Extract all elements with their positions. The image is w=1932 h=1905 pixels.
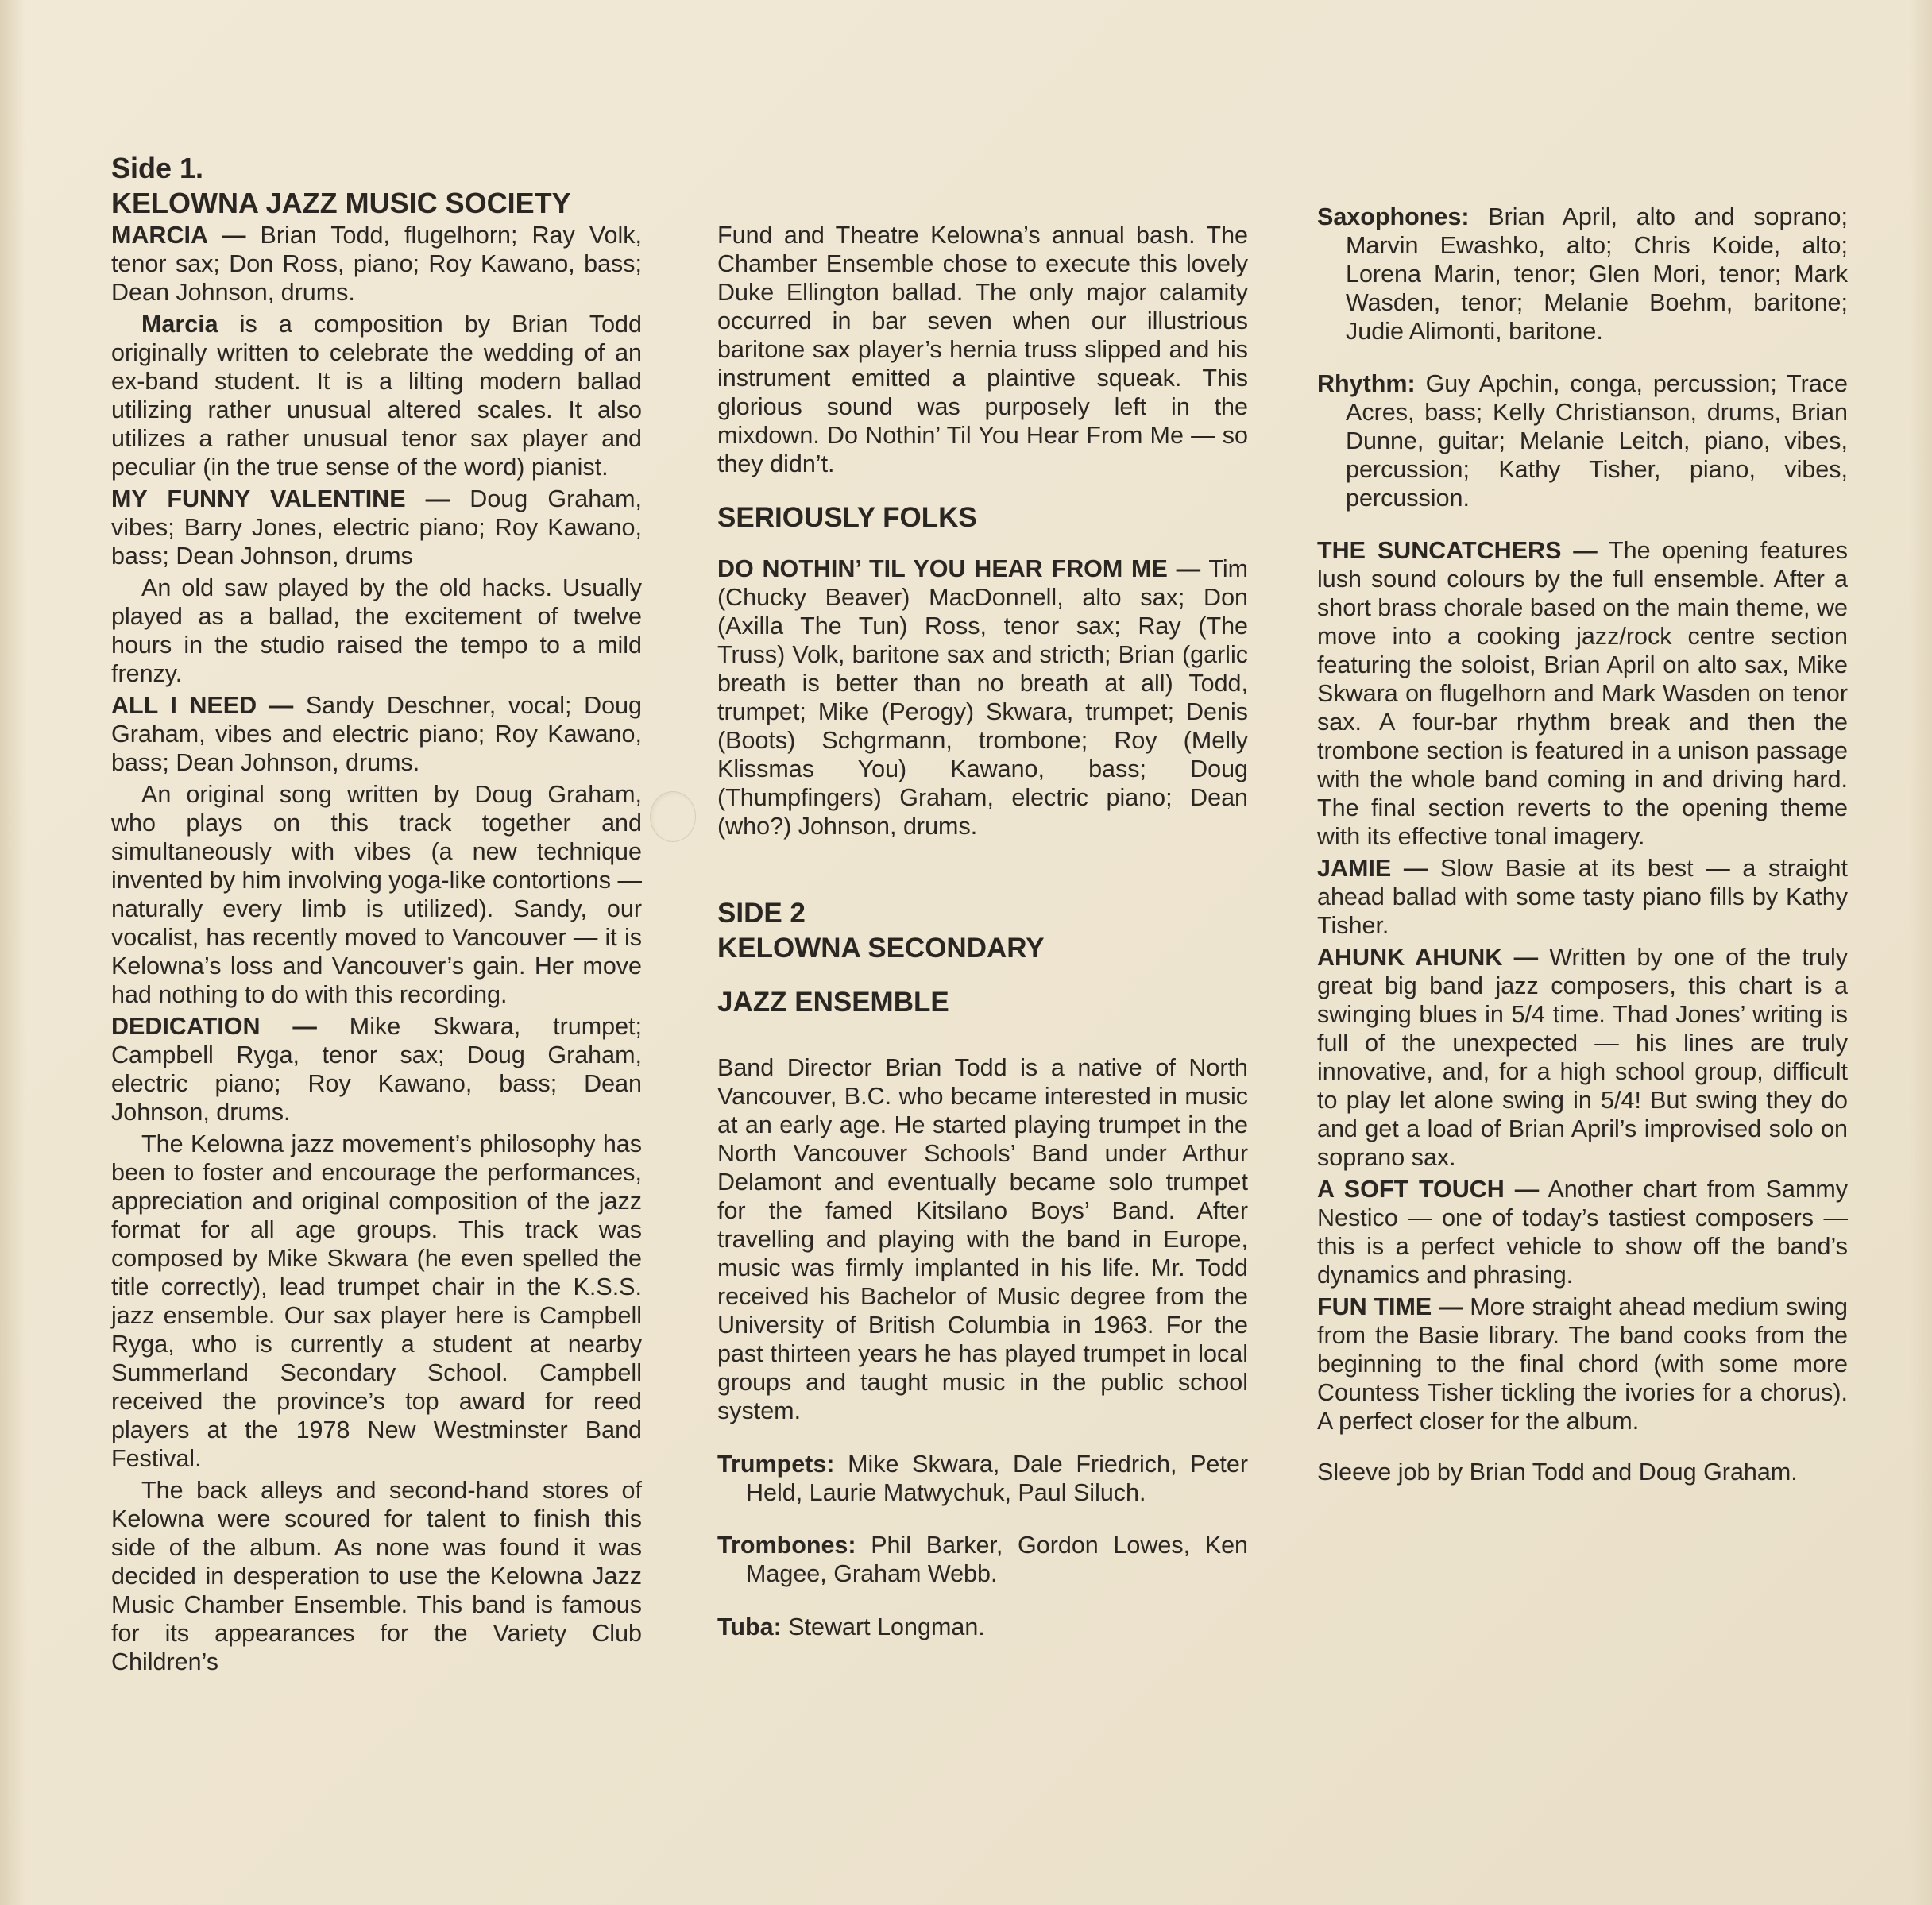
sleeve-left-edge [0, 0, 25, 1905]
roster-names: Stewart Longman. [781, 1613, 985, 1640]
roster-names: Brian April, alto and soprano; Marvin Ewashko, alto; Chris Koide, alto; Lorena Marin, tenor; Glen Mori, tenor; Mark Wasden, tenor; Melanie Boehm, baritone; Judie Alimonti, baritone. [1346, 203, 1848, 345]
track-allineed-notes: An original song written by Doug Graham, who plays on this track together and simultaneously with vibes (a new technique invented by him involving yoga-like contortions — naturally every limb is utilized). Sandy, our vocalist, has recently moved to Vancouver — it is Kelowna’s loss and Vancouver’s gain. Her move had nothing to do with this recording. [111, 781, 642, 1008]
track-title-inline: Marcia [141, 311, 218, 338]
punch-hole-mark [650, 791, 696, 842]
track-title: JAMIE — [1317, 855, 1428, 882]
track-notes: The opening features lush sound colours by the full ensemble. After a short brass chorale based on the main theme, we move into a cooking jazz/rock centre section featuring the soloist, Brian April on alto sax, Mike Skwara on flugelhorn and Mark Wasden on tenor sax. A four-bar rhythm break and then the trombone section is featured in a unison passage with the whole band coming in and driving hard. The final section reverts to the opening theme with its effective tonal imagery. [1317, 537, 1849, 850]
trumpets-roster [717, 1450, 1248, 1507]
track-title: DEDICATION — [111, 1013, 317, 1040]
track-dedication-notes: The Kelowna jazz movement’s philosophy has been to foster and encourage the performances, appreciation and original composition of the jazz format for all age groups. This track was composed by Mike Skwara (he even spelled the title correctly), lead trumpet chair in the K.S.S. jazz ensemble. Our sax player here is Campbell Ryga, who is currently a student at nearby Summerland Secondary School. Campbell received the province’s top award for reed players at the 1978 New Westminster Band Festival. [111, 1130, 642, 1472]
roster-label: Tuba: [717, 1613, 782, 1640]
ensemble-heading: JAZZ ENSEMBLE [717, 987, 949, 1018]
track-title: MY FUNNY VALENTINE — [111, 485, 450, 512]
track-valentine-notes: An old saw played by the old hacks. Usually played as a ballad, the excitement of twelve hours in the studio raised the tempo to a mild frenzy. [111, 574, 642, 687]
track-title: AHUNK AHUNK — [1317, 944, 1539, 971]
track-marcia-credits [111, 221, 642, 307]
track-credits: Mike Skwara, trumpet; Campbell Ryga, tenor sax; Doug Graham, electric piano; Roy Kawano, bass; Dean Johnson, drums. [111, 1013, 642, 1126]
track-credits: Tim (Chucky Beaver) MacDonnell, alto sax; Don (Axilla The Tun) Ross, tenor sax; Ray (The Truss) Volk, baritone sax and stricth; Brian (garlic breath is better than no breath at all) Todd, trumpet; Mike (Perogy) Skwara, trumpet; Denis (Boots) Schgrmann, trombone; Roy (Melly Klissmas You) Kawano, bass; Doug (Thumpfingers) Graham, electric piano; Dean (who?) Johnson, drums. [717, 555, 1249, 840]
track-title: FUN TIME — [1317, 1293, 1463, 1320]
track-credits: Sandy Deschner, vocal; Doug Graham, vibes and electric piano; Roy Kawano, bass; Dean Johnson, drums. [111, 692, 642, 776]
track-credits: Brian Todd, flugelhorn; Ray Volk, tenor sax; Don Ross, piano; Roy Kawano, bass; Dean Johnson, drums. [111, 222, 642, 306]
track-title: DO NOTHIN’ TIL YOU HEAR FROM ME — [717, 555, 1201, 582]
track-notes: is a composition by Brian Todd originally written to celebrate the wedding of an ex-band student. It is a lilting modern ballad utilizing rather unusual altered scales. It also utilizes a rather unusual tenor sax player and peculiar (in the true sense of the word) pianist. [111, 311, 642, 481]
track-a-soft-touch [1317, 1175, 1848, 1289]
track-notes: Slow Basie at its best — a straight ahead ballad with some tasty piano fills by Kathy Tisher. [1317, 855, 1848, 939]
seriously-folks-heading: SERIOUSLY FOLKS [717, 502, 977, 533]
track-title: ALL I NEED — [111, 692, 294, 719]
tuba-roster [717, 1613, 1248, 1641]
track-ahunk-ahunk [1317, 943, 1848, 1172]
column-side-two [1317, 178, 1848, 1490]
track-notes: Another chart from Sammy Nestico — one of today’s tastiest composers — this is a perfect vehicle to show off the band’s dynamics and phrasing. [1317, 1176, 1849, 1289]
track-dedication-credits [111, 1012, 642, 1126]
roster-label: Trombones: [717, 1532, 856, 1559]
saxophones-roster [1317, 203, 1848, 346]
track-credits: Doug Graham, vibes; Barry Jones, electric piano; Roy Kawano, bass; Dean Johnson, drums [111, 485, 642, 570]
school-heading: KELOWNA SECONDARY [717, 933, 1045, 964]
track-notes: More straight ahead medium swing from the Basie library. The band cooks from the beginning to the final chord (with some more Countess Tisher tickling the ivories for a chorus). A perfect closer for the album. [1317, 1293, 1848, 1435]
roster-names: Phil Barker, Gordon Lowes, Ken Magee, Graham Webb. [746, 1532, 1248, 1587]
roster-label: Saxophones: [1317, 203, 1470, 230]
track-title: MARCIA — [111, 222, 246, 249]
chamber-ensemble-notes: The back alleys and second-hand stores of Kelowna were scoured for talent to finish this side of the album. As none was found it was decided in desperation to use the Kelowna Jazz Music Chamber Ensemble. This band is famous for its appearances for the Variety Club Children’s [111, 1477, 642, 1675]
chamber-ensemble-notes-cont: Fund and Theatre Kelowna’s annual bash. The Chamber Ensemble chose to execute this lovely Duke Ellington ballad. The only major calamity occurred in bar seven when our illustrious baritone sax player’s hernia truss slipped and his instrument emitted a plaintive squeak. This glorious sound was purposely left in the mixdown. Do Nothin’ Til You Hear From Me — so they didn’t. [717, 222, 1248, 477]
roster-names: Guy Apchin, conga, percussion; Trace Acres, bass; Kelly Christianson, drums, Brian Dunne, guitar; Melanie Leitch, piano, vibes, percussion; Kathy Tisher, piano, vibes, percussion. [1346, 370, 1848, 512]
track-suncatchers [1317, 536, 1848, 851]
track-do-nothin-credits [717, 554, 1248, 840]
rhythm-roster [1317, 369, 1848, 512]
track-title: THE SUNCATCHERS — [1317, 537, 1598, 564]
band-heading: KELOWNA JAZZ MUSIC SOCIETY [111, 187, 571, 219]
roster-label: Rhythm: [1317, 370, 1416, 397]
track-jamie [1317, 854, 1848, 940]
side-two-heading: SIDE 2 [717, 898, 806, 929]
roster-label: Trumpets: [717, 1450, 835, 1478]
roster-names: Mike Skwara, Dale Friedrich, Peter Held, Laurie Matwychuk, Paul Siluch. [746, 1450, 1248, 1506]
trombones-roster [717, 1531, 1248, 1588]
track-fun-time [1317, 1293, 1848, 1436]
side-one-heading: Side 1. [111, 152, 204, 184]
track-title: A SOFT TOUCH — [1317, 1176, 1540, 1203]
track-marcia-notes [111, 310, 642, 481]
track-notes: Written by one of the truly great big band jazz composers, this chart is a swinging blues in 5/4 time. Thad Jones’ writing is full of the unexpected — his lines are truly innovative, and, for a high school group, difficult to play let alone swing in 5/4! But swing they do and get a load of Brian April’s improvised solo on soprano sax. [1317, 944, 1848, 1171]
column-middle [717, 221, 1248, 1646]
director-bio: Band Director Brian Todd is a native of North Vancouver, B.C. who became interested in music at an early age. He started playing trumpet in the North Vancouver Schools’ Band under Arthur Delamont and eventually became solo trumpet for the famed Kitsilano Boys’ Band. After travelling and playing with the band in Europe, music was firmly implanted in his life. Mr. Todd received his Bachelor of Music degree from the University of British Columbia in 1963. For the past thirteen years he has played trumpet in local groups and taught music in the public school system. [717, 1054, 1248, 1424]
track-allineed-credits [111, 691, 642, 777]
sleeve-right-edge [1910, 0, 1932, 1905]
track-valentine-credits [111, 485, 642, 570]
column-side-one [111, 151, 642, 1679]
sleeve-credit: Sleeve job by Brian Todd and Doug Graham. [1317, 1459, 1798, 1486]
